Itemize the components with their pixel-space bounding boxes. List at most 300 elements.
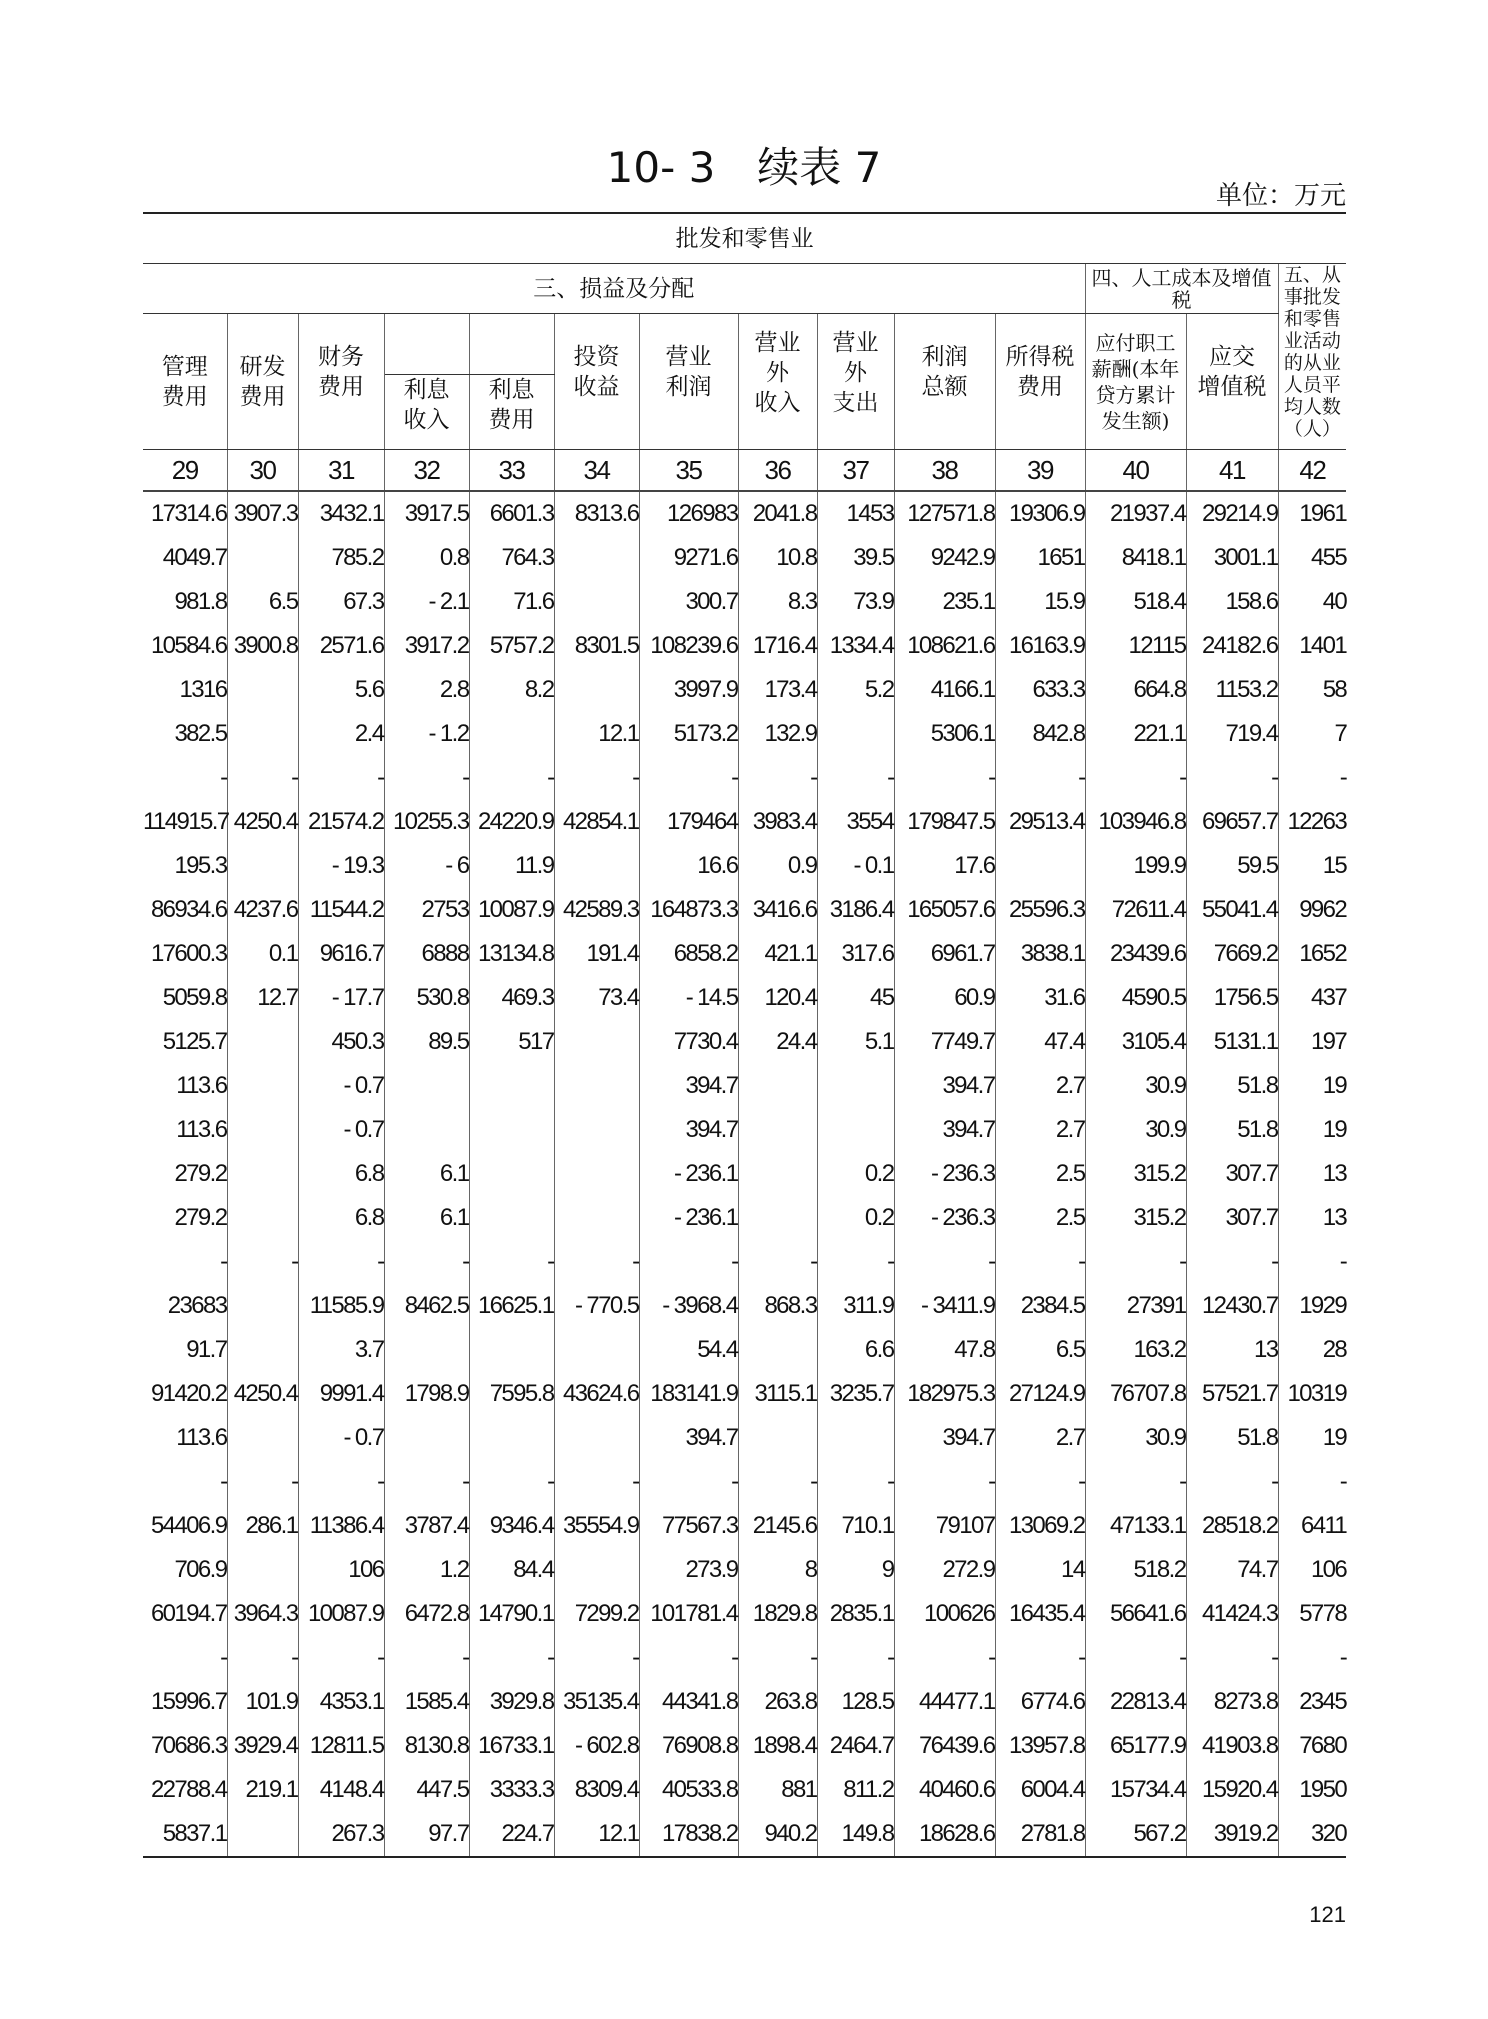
table-cell: 191.4	[554, 932, 639, 976]
table-cell: -	[469, 1240, 554, 1284]
table-cell: 8313.6	[554, 491, 639, 536]
table-row	[143, 1284, 1346, 1328]
column-number: 36	[738, 450, 817, 492]
table-cell: -	[639, 1240, 738, 1284]
table-cell: 279.2	[143, 1152, 227, 1196]
column-number: 41	[1186, 450, 1278, 492]
table-cell: 320	[1278, 1812, 1346, 1857]
table-cell: 24.4	[738, 1020, 817, 1064]
table-row	[143, 1636, 1346, 1680]
table-cell	[738, 1328, 817, 1372]
table-cell: 30.9	[1085, 1064, 1186, 1108]
table-cell: 0.2	[817, 1152, 894, 1196]
table-cell: - 236.3	[894, 1152, 995, 1196]
table-cell: -	[143, 1636, 227, 1680]
page-title: 10- 3 续表 7	[606, 143, 882, 192]
table-cell: 79107	[894, 1504, 995, 1548]
table-cell: - 0.7	[298, 1416, 384, 1460]
table-cell: 10087.9	[469, 888, 554, 932]
table-cell: 518.2	[1085, 1548, 1186, 1592]
table-cell: - 17.7	[298, 976, 384, 1020]
table-cell: 2781.8	[995, 1812, 1085, 1857]
header-nonoperating-expense: 营业 外 支出	[817, 314, 894, 450]
table-cell: 29214.9	[1186, 491, 1278, 536]
table-cell: -	[469, 756, 554, 800]
table-cell: 0.2	[817, 1196, 894, 1240]
table-cell: -	[1278, 1460, 1346, 1504]
table-cell: 5306.1	[894, 712, 995, 756]
table-cell	[554, 1196, 639, 1240]
table-cell: 940.2	[738, 1812, 817, 1857]
table-cell: 8	[738, 1548, 817, 1592]
table-cell	[817, 712, 894, 756]
table-cell: 41903.8	[1186, 1724, 1278, 1768]
table-row	[143, 624, 1346, 668]
table-cell: 24182.6	[1186, 624, 1278, 668]
header-interest-income: 利息 收入	[384, 375, 469, 450]
table-cell: 394.7	[894, 1416, 995, 1460]
table-cell: 126983	[639, 491, 738, 536]
table-cell: - 1.2	[384, 712, 469, 756]
table-cell	[554, 580, 639, 624]
table-cell: 4353.1	[298, 1680, 384, 1724]
table-cell: 842.8	[995, 712, 1085, 756]
header-finance-expense: 财务 费用	[298, 314, 384, 450]
table-cell: 3333.3	[469, 1768, 554, 1812]
table-cell: 3917.5	[384, 491, 469, 536]
table-cell: -	[817, 756, 894, 800]
table-cell: 9271.6	[639, 536, 738, 580]
table-cell: -	[554, 1636, 639, 1680]
table-cell: 567.2	[1085, 1812, 1186, 1857]
table-cell: -	[894, 1240, 995, 1284]
column-number: 29	[143, 450, 227, 492]
table-cell: -	[469, 1636, 554, 1680]
table-cell: 3929.4	[227, 1724, 298, 1768]
column-number: 40	[1085, 450, 1186, 492]
table-cell: 65177.9	[1085, 1724, 1186, 1768]
table-cell: 1316	[143, 668, 227, 712]
table-cell: 9962	[1278, 888, 1346, 932]
table-cell: -	[298, 1460, 384, 1504]
table-cell: 19	[1278, 1064, 1346, 1108]
table-cell: 165057.6	[894, 888, 995, 932]
table-cell	[227, 1548, 298, 1592]
table-cell: 664.8	[1085, 668, 1186, 712]
table-cell: 450.3	[298, 1020, 384, 1064]
table-cell: 3919.2	[1186, 1812, 1278, 1857]
table-cell: 23683	[143, 1284, 227, 1328]
table-cell: - 236.3	[894, 1196, 995, 1240]
table-cell: 7299.2	[554, 1592, 639, 1636]
table-cell: 8418.1	[1085, 536, 1186, 580]
table-cell: -	[298, 1636, 384, 1680]
table-cell: 29513.4	[995, 800, 1085, 844]
table-cell: 3929.8	[469, 1680, 554, 1724]
table-cell: - 0.7	[298, 1064, 384, 1108]
table-cell: 2835.1	[817, 1592, 894, 1636]
table-cell: 2464.7	[817, 1724, 894, 1768]
table-cell: 224.7	[469, 1812, 554, 1857]
table-row	[143, 1548, 1346, 1592]
table-cell: 47133.1	[1085, 1504, 1186, 1548]
table-row	[143, 668, 1346, 712]
table-cell: 6411	[1278, 1504, 1346, 1548]
table-cell: 1756.5	[1186, 976, 1278, 1020]
table-cell: -	[227, 1636, 298, 1680]
table-cell: -	[227, 1460, 298, 1504]
table-cell: - 770.5	[554, 1284, 639, 1328]
table-cell: 120.4	[738, 976, 817, 1020]
table-cell: 1898.4	[738, 1724, 817, 1768]
table-row	[143, 1240, 1346, 1284]
table-cell: -	[1085, 756, 1186, 800]
table-cell: -	[738, 756, 817, 800]
table-cell: 5059.8	[143, 976, 227, 1020]
table-cell: 6.8	[298, 1196, 384, 1240]
table-cell: 1401	[1278, 624, 1346, 668]
table-cell: -	[384, 1240, 469, 1284]
table-cell	[227, 536, 298, 580]
table-cell: 73.9	[817, 580, 894, 624]
table-cell: 8.2	[469, 668, 554, 712]
table-cell	[738, 1416, 817, 1460]
header-vat-payable: 应交 增值税	[1186, 314, 1278, 450]
column-number: 35	[639, 450, 738, 492]
table-cell: 6961.7	[894, 932, 995, 976]
table-cell	[817, 1108, 894, 1152]
table-cell	[554, 1416, 639, 1460]
table-cell: 279.2	[143, 1196, 227, 1240]
table-cell: -	[1085, 1636, 1186, 1680]
table-cell: 13957.8	[995, 1724, 1085, 1768]
table-cell: 8130.8	[384, 1724, 469, 1768]
table-row	[143, 1108, 1346, 1152]
table-cell: -	[554, 1240, 639, 1284]
table-cell: 22788.4	[143, 1768, 227, 1812]
table-cell: 97.7	[384, 1812, 469, 1857]
table-cell: 273.9	[639, 1548, 738, 1592]
table-cell: 25596.3	[995, 888, 1085, 932]
table-cell: 263.8	[738, 1680, 817, 1724]
table-cell	[469, 1416, 554, 1460]
group-header-profit: 三、损益及分配	[143, 264, 1085, 314]
table-cell: 16625.1	[469, 1284, 554, 1328]
table-row	[143, 888, 1346, 932]
column-number: 39	[995, 450, 1085, 492]
table-cell: 60194.7	[143, 1592, 227, 1636]
table-cell: 12430.7	[1186, 1284, 1278, 1328]
table-cell: 6.1	[384, 1152, 469, 1196]
table-cell: 272.9	[894, 1548, 995, 1592]
table-cell: 12811.5	[298, 1724, 384, 1768]
table-cell: 51.8	[1186, 1064, 1278, 1108]
table-cell: 3917.2	[384, 624, 469, 668]
table-cell: 91420.2	[143, 1372, 227, 1416]
table-cell: -	[738, 1460, 817, 1504]
table-cell: 67.3	[298, 580, 384, 624]
table-cell: 51.8	[1186, 1416, 1278, 1460]
table-row	[143, 1152, 1346, 1196]
table-cell: -	[143, 1460, 227, 1504]
column-number: 30	[227, 450, 298, 492]
table-cell: 30.9	[1085, 1416, 1186, 1460]
table-cell: 9616.7	[298, 932, 384, 976]
table-cell: 315.2	[1085, 1152, 1186, 1196]
table-cell	[227, 1196, 298, 1240]
table-cell	[227, 1284, 298, 1328]
table-cell: 35554.9	[554, 1504, 639, 1548]
table-cell: 3554	[817, 800, 894, 844]
table-cell: 11386.4	[298, 1504, 384, 1548]
table-cell: - 0.1	[817, 844, 894, 888]
table-cell: 2.7	[995, 1108, 1085, 1152]
table-cell: -	[1186, 1636, 1278, 1680]
table-cell: - 236.1	[639, 1196, 738, 1240]
table-cell: 103946.8	[1085, 800, 1186, 844]
table-cell: 3907.3	[227, 491, 298, 536]
table-cell: 455	[1278, 536, 1346, 580]
table-cell: 5837.1	[143, 1812, 227, 1857]
table-cell: 44477.1	[894, 1680, 995, 1724]
table-cell: 1829.8	[738, 1592, 817, 1636]
table-cell: 113.6	[143, 1416, 227, 1460]
table-cell: 43624.6	[554, 1372, 639, 1416]
header-operating-profit: 营业 利润	[639, 314, 738, 450]
table-cell: 12115	[1085, 624, 1186, 668]
table-cell: 163.2	[1085, 1328, 1186, 1372]
table-cell: 7595.8	[469, 1372, 554, 1416]
table-cell: - 6	[384, 844, 469, 888]
column-number: 42	[1278, 450, 1346, 492]
table-cell: 2.5	[995, 1196, 1085, 1240]
header-payroll: 应付职工 薪酬(本年 贷方累计 发生额)	[1085, 314, 1186, 450]
table-cell	[817, 1416, 894, 1460]
table-cell: -	[143, 756, 227, 800]
table-cell: -	[554, 756, 639, 800]
table-cell: 11.9	[469, 844, 554, 888]
table-cell: 47.8	[894, 1328, 995, 1372]
column-number: 33	[469, 450, 554, 492]
table-cell: 13	[1278, 1196, 1346, 1240]
table-cell: 5173.2	[639, 712, 738, 756]
table-cell: 18628.6	[894, 1812, 995, 1857]
table-cell: 2.5	[995, 1152, 1085, 1196]
table-cell: 2384.5	[995, 1284, 1085, 1328]
header-nonoperating-income: 营业 外 收入	[738, 314, 817, 450]
header-admin-expense: 管理 费用	[143, 314, 227, 450]
table-cell: 8309.4	[554, 1768, 639, 1812]
table-cell: - 236.1	[639, 1152, 738, 1196]
table-row	[143, 712, 1346, 756]
table-cell: 44341.8	[639, 1680, 738, 1724]
table-cell: 221.1	[1085, 712, 1186, 756]
table-cell	[227, 1020, 298, 1064]
table-cell: 1334.4	[817, 624, 894, 668]
table-cell: 12.1	[554, 1812, 639, 1857]
table-cell: 70686.3	[143, 1724, 227, 1768]
table-cell: 6004.4	[995, 1768, 1085, 1812]
table-cell: 3432.1	[298, 491, 384, 536]
table-cell: 2041.8	[738, 491, 817, 536]
table-cell: 286.1	[227, 1504, 298, 1548]
table-cell: 30.9	[1085, 1108, 1186, 1152]
table-cell: 164873.3	[639, 888, 738, 932]
table-cell: -	[1085, 1240, 1186, 1284]
table-cell	[227, 712, 298, 756]
table-cell: 57521.7	[1186, 1372, 1278, 1416]
table-cell: 58	[1278, 668, 1346, 712]
table-cell: 2.8	[384, 668, 469, 712]
table-cell: 8.3	[738, 580, 817, 624]
table-cell: 16.6	[639, 844, 738, 888]
table-cell: 219.1	[227, 1768, 298, 1812]
table-cell: -	[143, 1240, 227, 1284]
table-cell: 394.7	[639, 1416, 738, 1460]
table-cell	[554, 1548, 639, 1592]
table-row	[143, 800, 1346, 844]
table-cell: 6.5	[227, 580, 298, 624]
table-cell	[227, 1812, 298, 1857]
table-cell: 19306.9	[995, 491, 1085, 536]
table-cell: 195.3	[143, 844, 227, 888]
table-cell: 15920.4	[1186, 1768, 1278, 1812]
table-cell: 8301.5	[554, 624, 639, 668]
table-cell: 421.1	[738, 932, 817, 976]
table-cell	[384, 1108, 469, 1152]
table-cell: 9991.4	[298, 1372, 384, 1416]
page-number: 121	[1309, 1902, 1346, 1927]
table-cell: 10087.9	[298, 1592, 384, 1636]
table-cell: 4250.4	[227, 800, 298, 844]
table-cell	[469, 1328, 554, 1372]
table-cell: 6774.6	[995, 1680, 1085, 1724]
table-cell: -	[298, 756, 384, 800]
table-cell: -	[817, 1240, 894, 1284]
table-cell: 300.7	[639, 580, 738, 624]
table-cell	[469, 1064, 554, 1108]
table-cell: 6.8	[298, 1152, 384, 1196]
table-row	[143, 1416, 1346, 1460]
table-cell	[554, 1152, 639, 1196]
group-header-employees: 五、从事批发和零售业活动的从业人员平均人数（人）	[1278, 264, 1346, 450]
table-cell: 15734.4	[1085, 1768, 1186, 1812]
data-table	[143, 212, 1346, 1858]
table-cell: 3105.4	[1085, 1020, 1186, 1064]
table-cell: 394.7	[894, 1064, 995, 1108]
table-cell: 4250.4	[227, 1372, 298, 1416]
group-header-labor-cost: 四、人工成本及增值税	[1085, 264, 1278, 314]
table-cell: 74.7	[1186, 1548, 1278, 1592]
table-cell: 13	[1186, 1328, 1278, 1372]
table-cell: 13	[1278, 1152, 1346, 1196]
table-cell	[384, 1416, 469, 1460]
table-row	[143, 1020, 1346, 1064]
header-total-profit: 利润 总额	[894, 314, 995, 450]
table-cell: -	[995, 1636, 1085, 1680]
table-cell: -	[894, 1460, 995, 1504]
table-cell: 447.5	[384, 1768, 469, 1812]
table-cell: 3186.4	[817, 888, 894, 932]
table-cell: -	[227, 756, 298, 800]
table-cell: 12263	[1278, 800, 1346, 844]
table-cell	[227, 1328, 298, 1372]
section-header: 批发和零售业	[143, 213, 1346, 264]
table-cell: 3787.4	[384, 1504, 469, 1548]
table-cell: 2753	[384, 888, 469, 932]
column-number: 32	[384, 450, 469, 492]
table-cell	[554, 1064, 639, 1108]
table-cell: 469.3	[469, 976, 554, 1020]
table-cell	[469, 1152, 554, 1196]
table-cell: 6.5	[995, 1328, 1085, 1372]
table-row	[143, 491, 1346, 536]
table-row	[143, 1680, 1346, 1724]
table-row	[143, 1372, 1346, 1416]
table-cell: 6858.2	[639, 932, 738, 976]
table-cell	[227, 844, 298, 888]
table-cell: 101781.4	[639, 1592, 738, 1636]
table-cell: 40533.8	[639, 1768, 738, 1812]
header-investment-income: 投资 收益	[554, 314, 639, 450]
table-cell: 5.1	[817, 1020, 894, 1064]
table-cell: 4148.4	[298, 1768, 384, 1812]
table-cell: 14790.1	[469, 1592, 554, 1636]
table-cell: 40	[1278, 580, 1346, 624]
table-cell: 199.9	[1085, 844, 1186, 888]
table-cell: 5.6	[298, 668, 384, 712]
table-cell: 106	[1278, 1548, 1346, 1592]
table-cell: 1651	[995, 536, 1085, 580]
table-cell: 86934.6	[143, 888, 227, 932]
table-cell: 17838.2	[639, 1812, 738, 1857]
table-cell: -	[1278, 756, 1346, 800]
table-cell: 6472.8	[384, 1592, 469, 1636]
table-cell: 108239.6	[639, 624, 738, 668]
table-cell: 311.9	[817, 1284, 894, 1328]
table-cell: 235.1	[894, 580, 995, 624]
table-cell	[554, 668, 639, 712]
table-cell: 27124.9	[995, 1372, 1085, 1416]
table-cell: 2.7	[995, 1416, 1085, 1460]
table-cell: 8273.8	[1186, 1680, 1278, 1724]
table-cell: -	[639, 1460, 738, 1504]
table-row	[143, 756, 1346, 800]
table-cell: 3964.3	[227, 1592, 298, 1636]
table-cell: 14	[995, 1548, 1085, 1592]
table-cell: 9346.4	[469, 1504, 554, 1548]
table-cell: 706.9	[143, 1548, 227, 1592]
table-cell: 19	[1278, 1416, 1346, 1460]
table-cell	[227, 1152, 298, 1196]
table-cell: 101.9	[227, 1680, 298, 1724]
table-row	[143, 1460, 1346, 1504]
table-cell: 114915.7	[143, 800, 227, 844]
table-cell: 158.6	[1186, 580, 1278, 624]
table-cell: 9242.9	[894, 536, 995, 580]
table-cell: 35135.4	[554, 1680, 639, 1724]
table-cell	[738, 1064, 817, 1108]
column-number: 37	[817, 450, 894, 492]
table-cell: -	[1186, 1460, 1278, 1504]
table-cell: 19	[1278, 1108, 1346, 1152]
table-cell: - 2.1	[384, 580, 469, 624]
table-cell	[554, 844, 639, 888]
table-cell: 394.7	[639, 1064, 738, 1108]
table-cell: 89.5	[384, 1020, 469, 1064]
table-cell: 394.7	[639, 1108, 738, 1152]
table-cell: 24220.9	[469, 800, 554, 844]
